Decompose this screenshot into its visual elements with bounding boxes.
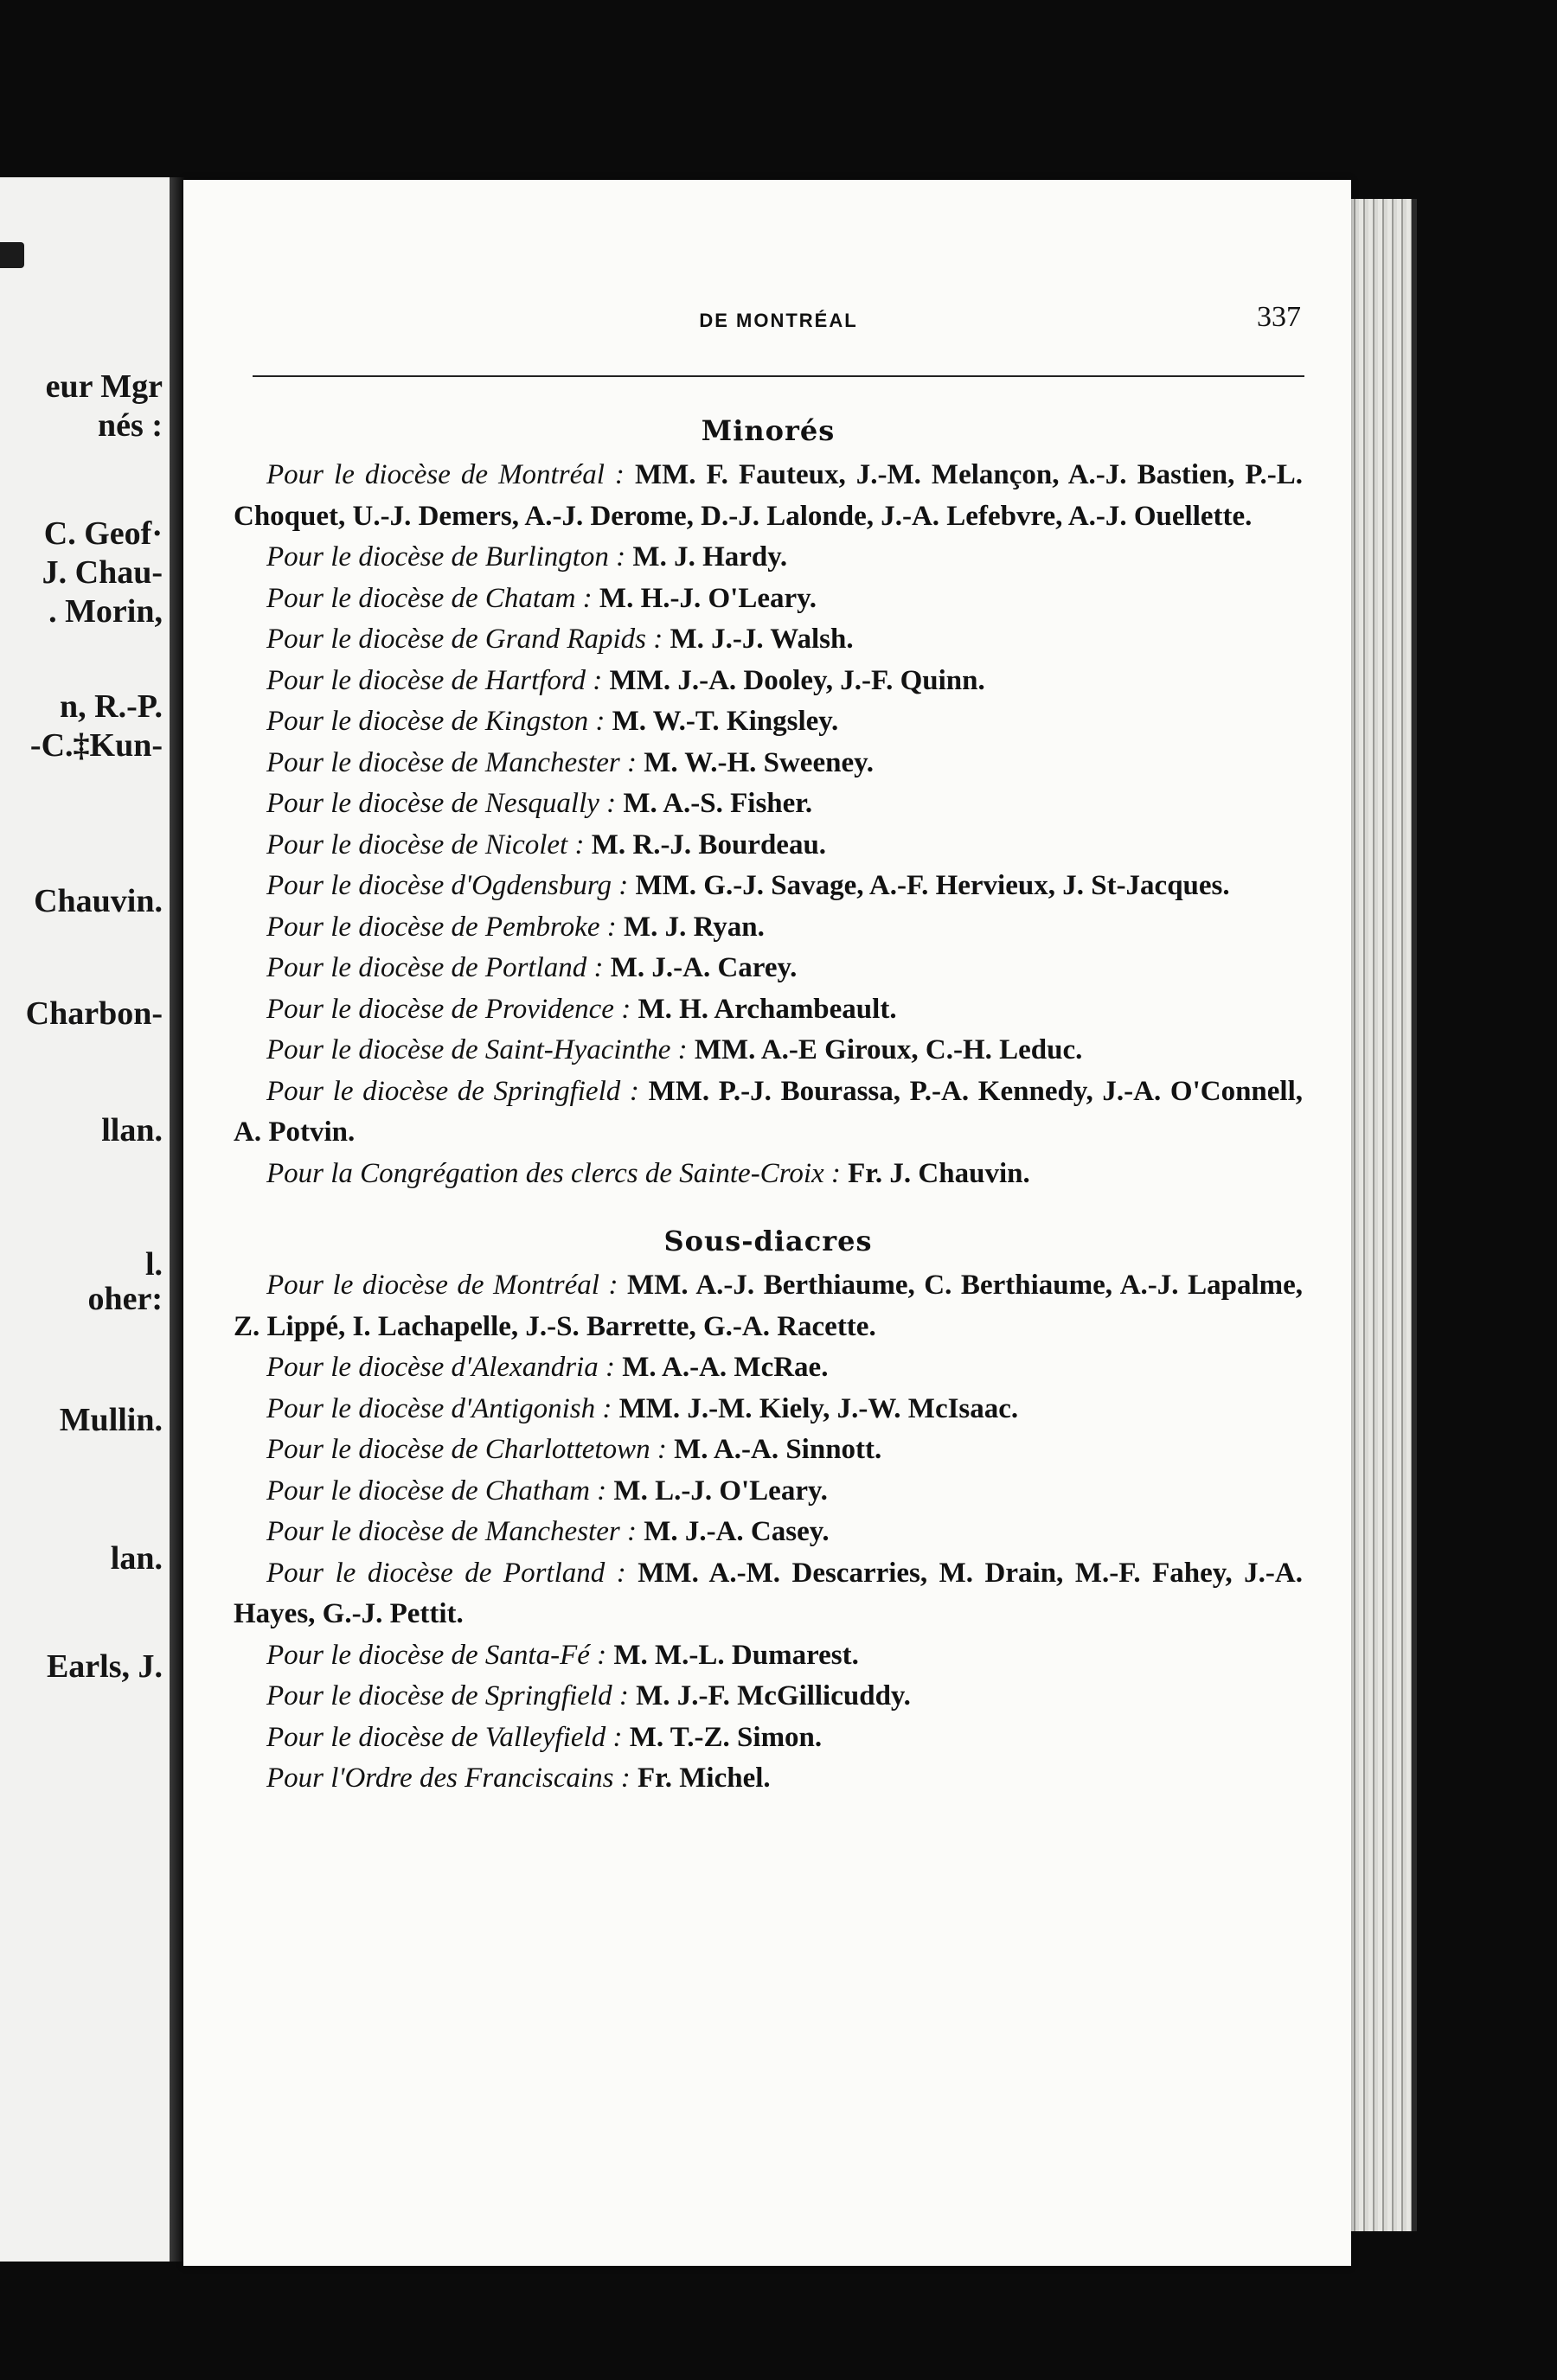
page-content [234,406,1303,1800]
diocese-label: Pour le diocèse de Springfield : [266,1075,639,1107]
ordination-entry [234,1030,1303,1072]
left-page-text-fragment: Charbon- [25,995,163,1032]
left-facing-page [0,177,170,2262]
left-page-text-fragment: n, R.-P. [60,688,163,725]
ordination-entry [234,1758,1303,1800]
left-page-text-fragment: l. [144,1246,163,1283]
ordination-entry [234,907,1303,949]
diocese-label: Pour le diocèse de Nesqually : [266,788,617,819]
ordination-entry [234,537,1303,579]
ordinand-names: MM. A.-J. Berthiaume, C. Berthiaume, A.-J. Lapalme, Z. Lippé, I. Lachapelle, J.-S. Barrette, G.-A. Racette. [234,1270,1304,1342]
ordinand-names: M. A.-A. McRae. [622,1352,829,1383]
diocese-label: Pour le diocèse de Hartford : [266,664,603,696]
left-page-text-fragment: Earls, J. [46,1648,163,1685]
diocese-label: Pour le diocèse d'Antigonish : [266,1392,612,1424]
ordination-entry [234,1347,1303,1389]
ordinand-names: M. W.-T. Kingsley. [612,706,839,737]
diocese-label: Pour le diocèse de Manchester : [266,1516,637,1547]
diocese-label: Pour le diocèse de Pembroke : [266,911,617,943]
ordinand-names: M. M.-L. Dumarest. [613,1639,859,1671]
diocese-label: Pour le diocèse de Valleyfield : [266,1721,623,1753]
diocese-label: Pour le diocèse d'Alexandria : [266,1352,615,1383]
diocese-label: Pour le diocèse de Manchester : [266,746,637,778]
ordination-entry [234,1265,1303,1347]
diocese-label: Pour le diocèse de Chatam : [266,582,593,614]
ordination-entry [234,455,1303,537]
diocese-label: Pour le diocèse de Charlottetown : [266,1434,667,1465]
ordinand-names: M. R.-J. Bourdeau. [591,829,827,861]
diocese-label: Pour le diocèse d'Ogdensburg : [266,870,629,901]
left-page-text-fragment: J. Chau- [42,554,163,591]
ordinand-names: M. J.-F. McGillicuddy. [636,1680,911,1711]
ordination-entry [234,701,1303,743]
ordinand-names: MM. A.-M. Descarries, M. Drain, M.-F. Fahey, J.-A. Hayes, G.-J. Pettit. [234,1557,1303,1629]
ordinand-names: MM. G.-J. Savage, A.-F. Hervieux, J. St-Jacques. [635,870,1230,901]
diocese-label: Pour le diocèse de Santa-Fé : [266,1639,607,1671]
ordinand-names: M. J.-A. Casey. [644,1516,830,1547]
running-head [251,301,1306,344]
left-page-text-fragment: lan. [110,1540,163,1577]
ordination-entry [234,784,1303,825]
diocese-label: Pour le diocèse de Grand Rapids : [266,624,663,655]
ordination-entry [234,989,1303,1031]
diocese-label: Pour la Congrégation des clercs de Sainte-Croix : [266,1157,841,1189]
diocese-label: Pour le diocèse de Portland : [266,1557,626,1589]
diocese-label: Pour le diocèse de Portland : [266,952,604,983]
ordinand-names: MM. F. Fauteux, J.-M. Melançon, A.-J. Bastien, P.-L. Choquet, U.-J. Demers, A.-J. Derome, D.-J. Lalonde, J.-A. Lefebvre, A.-J. Ouellette. [234,459,1304,532]
left-page-text-fragment: nés : [98,407,163,444]
diocese-label: Pour le diocèse de Kingston : [266,706,606,737]
left-page-text-fragment: Chauvin. [34,883,163,919]
left-page-text-fragment: -C.‡Kun- [29,727,163,764]
ordination-entry [234,1389,1303,1430]
page-number: 337 [1257,301,1301,333]
ordinand-names: M. T.-Z. Simon. [629,1721,823,1753]
diocese-label: Pour l'Ordre des Franciscains : [266,1763,631,1794]
ordinand-names: M. A.-S. Fisher. [623,788,813,819]
diocese-label: Pour le diocèse de Saint-Hyacinthe : [266,1034,688,1065]
diocese-label: Pour le diocèse de Nicolet : [266,829,585,861]
ordination-entry [234,1553,1303,1635]
diocese-label: Pour le diocèse de Chatham : [266,1475,607,1507]
ordination-entry [234,1718,1303,1759]
ordination-entry [234,1676,1303,1718]
ordination-entry [234,866,1303,907]
diocese-label: Pour le diocèse de Springfield : [266,1680,629,1711]
ordination-entry [234,661,1303,702]
ordination-entry [234,1154,1303,1195]
ordinand-names: M. W.-H. Sweeney. [644,746,875,778]
ordination-entry [234,579,1303,620]
ordinand-names: M. J. Hardy. [632,541,788,573]
page-edges [1349,199,1412,2231]
left-page-text-fragment: llan. [101,1112,163,1148]
ordinand-names: MM. P.-J. Bourassa, P.-A. Kennedy, J.-A. O'Connell, A. Potvin. [234,1075,1304,1148]
ordinand-names: M. H.-J. O'Leary. [599,582,817,614]
ordination-entry [234,1072,1303,1154]
ordinand-names: M. J. Ryan. [623,911,765,943]
left-page-text-fragment: C. Geof· [43,515,163,552]
right-page [183,180,1351,2266]
ordination-entry [234,743,1303,784]
ordination-entry [234,825,1303,867]
left-page-text-fragment: . Morin, [48,593,163,630]
ordination-entry [234,1471,1303,1513]
left-page-text-fragment: oher: [87,1281,163,1317]
ordination-entry [234,1430,1303,1471]
ordinand-names: MM. J.-A. Dooley, J.-F. Quinn. [609,664,985,696]
ordinand-names: MM. A.-E Giroux, C.-H. Leduc. [694,1034,1083,1065]
running-title: DE MONTRÉAL [699,310,858,331]
section-title: Minorés [701,414,836,447]
diocese-label: Pour le diocèse de Burlington : [266,541,626,573]
left-page-text-fragment: eur Mgr [45,368,163,405]
ordinand-names: M. A.-A. Sinnott. [674,1434,882,1465]
left-page-text-fragment: Mullin. [59,1402,163,1438]
diocese-label: Pour le diocèse de Montréal : [266,459,625,490]
ordinand-names: M. J.-A. Carey. [610,952,798,983]
ordinand-names: Fr. Michel. [637,1763,771,1794]
section-title: Sous-diacres [663,1225,873,1257]
left-page-mark [0,242,24,268]
ordinand-names: Fr. J. Chauvin. [848,1157,1030,1189]
diocese-label: Pour le diocèse de Montréal : [266,1270,618,1301]
ordinand-names: M. H. Archambeault. [638,993,897,1025]
ordination-entry [234,619,1303,661]
ordinand-names: M. J.-J. Walsh. [670,624,854,655]
ordination-entry [234,1512,1303,1553]
ordination-entry [234,1635,1303,1677]
ordinand-names: M. L.-J. O'Leary. [613,1475,828,1507]
ordinand-names: MM. J.-M. Kiely, J.-W. McIsaac. [618,1392,1019,1424]
diocese-label: Pour le diocèse de Providence : [266,993,631,1025]
ordination-entry [234,948,1303,989]
header-rule [253,375,1304,377]
